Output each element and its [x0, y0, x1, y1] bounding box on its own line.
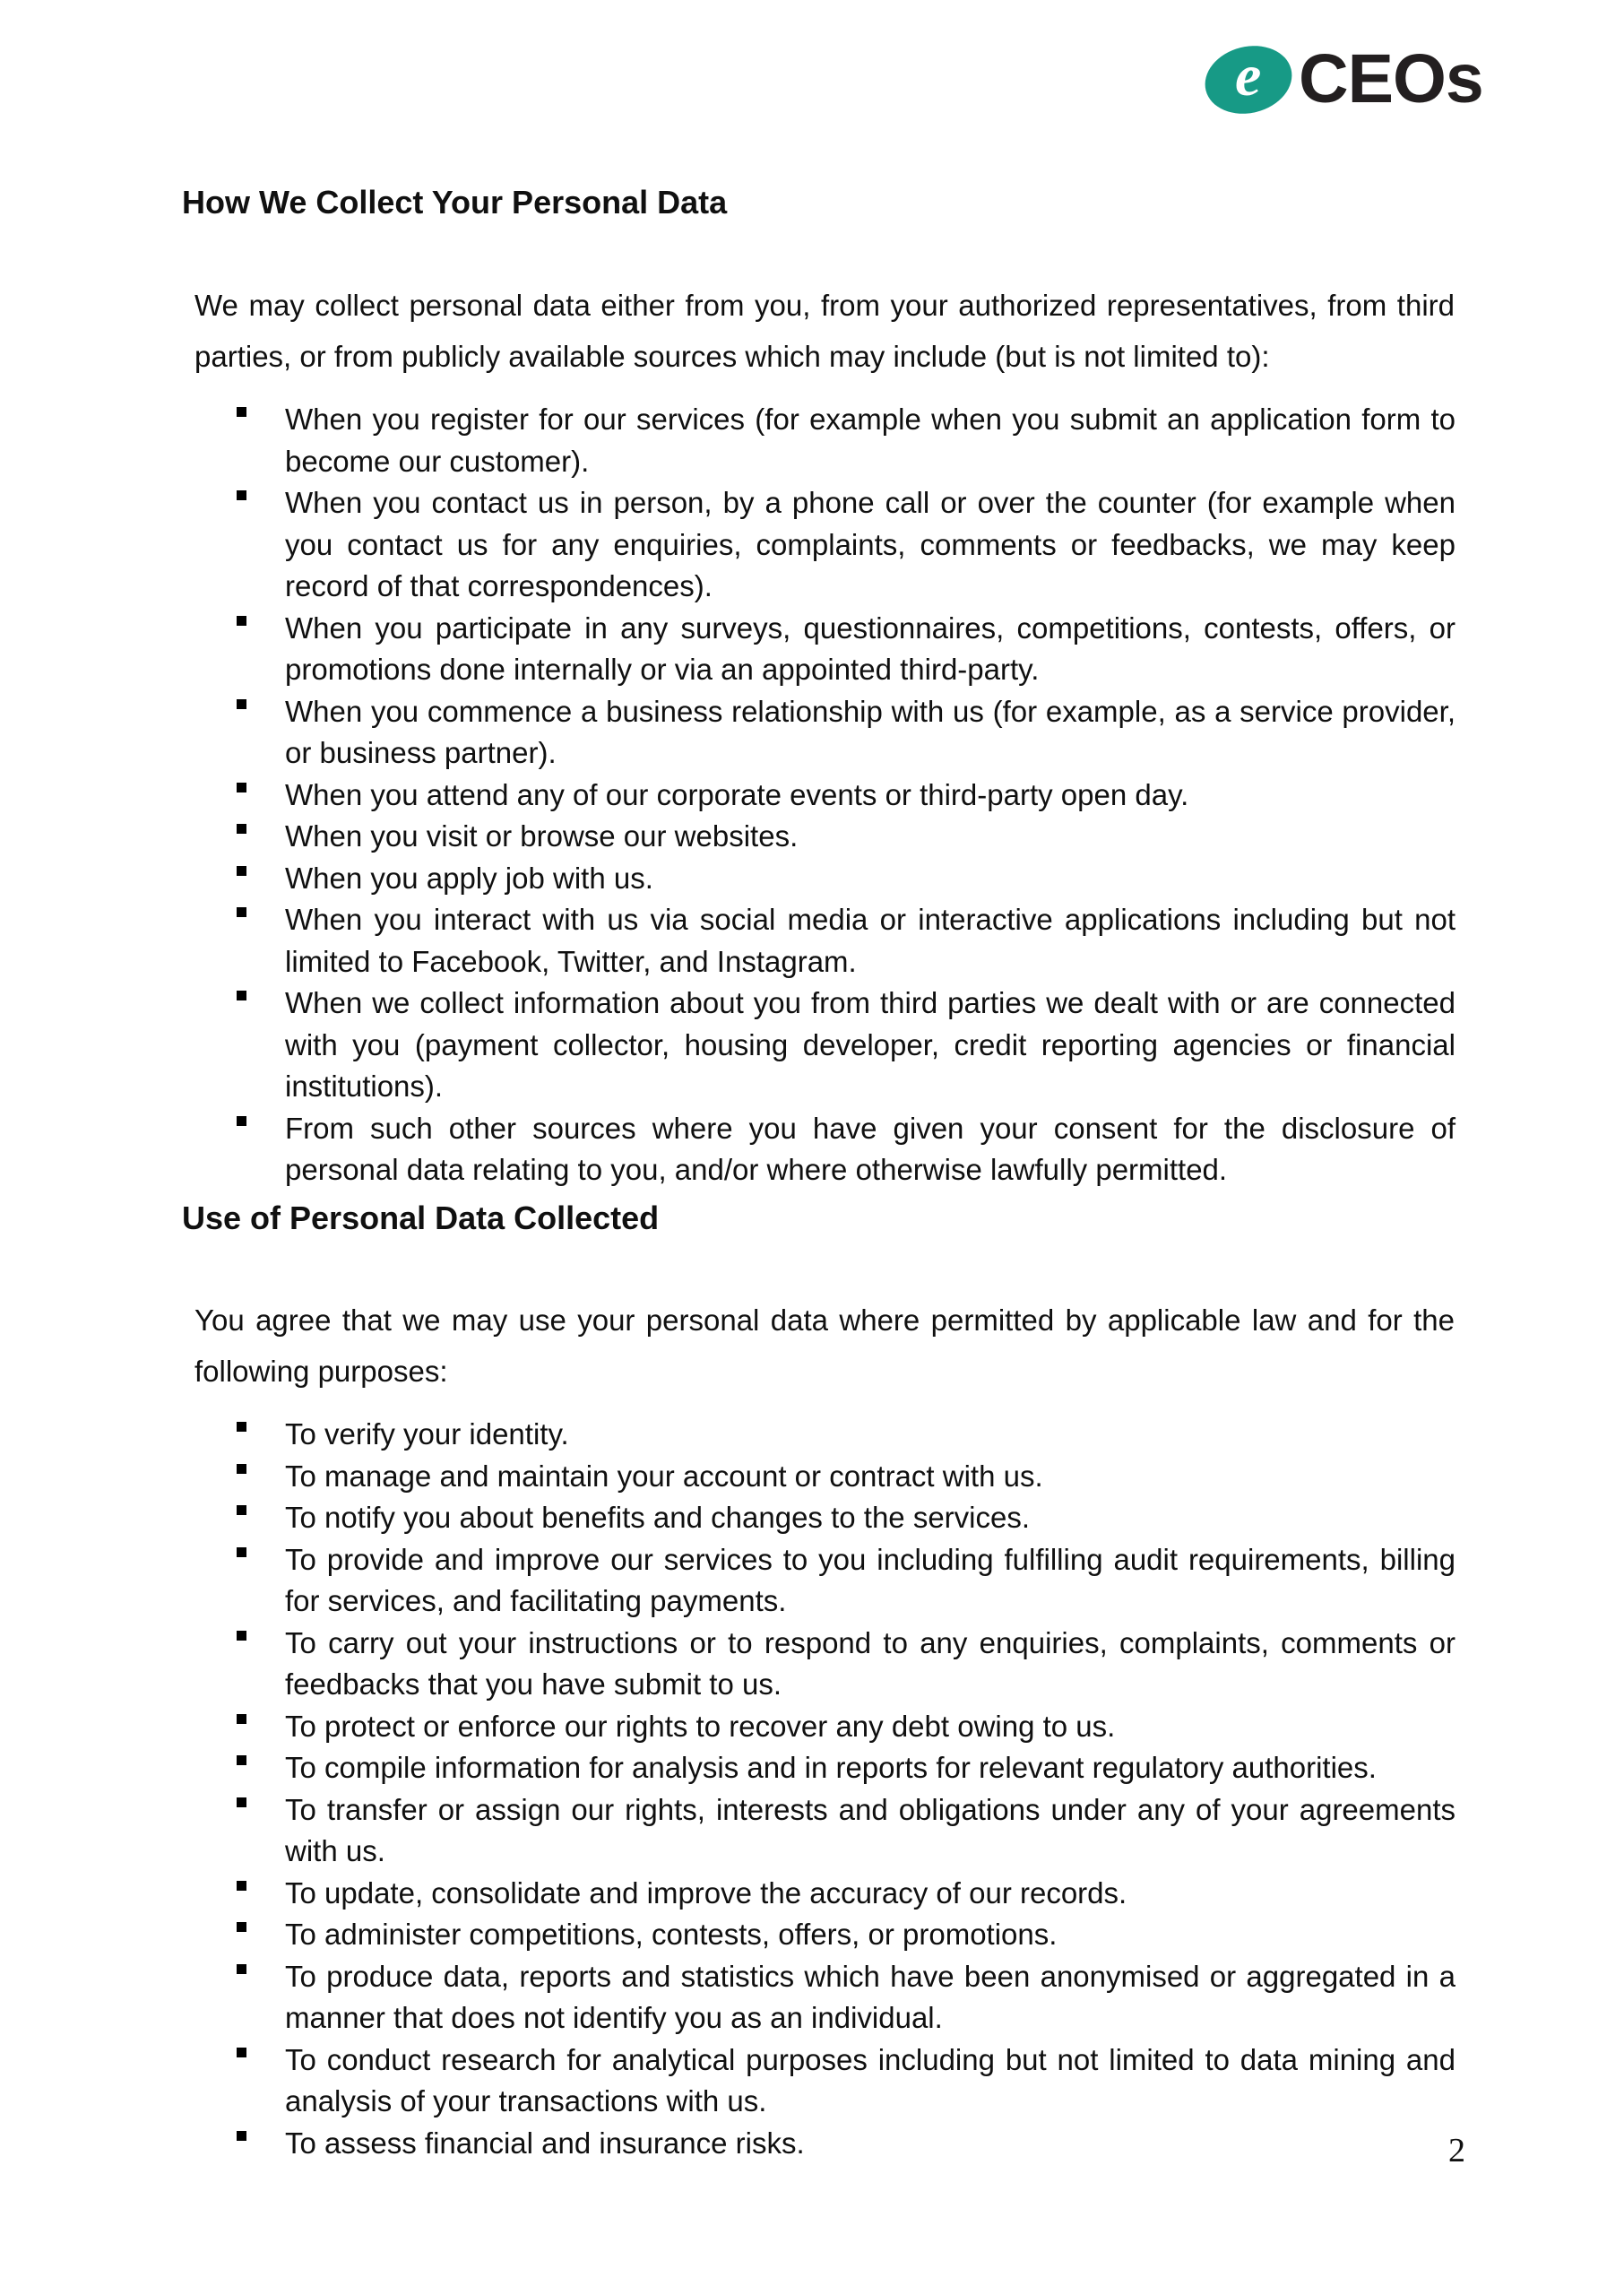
- collect-bullet-list: [235, 399, 1456, 1191]
- heading-how-we-collect: How We Collect Your Personal Data: [182, 184, 728, 221]
- list-item: [235, 1539, 1456, 1623]
- list-item-text: When you register for our services (for example when you submit an application form to become our customer).: [285, 403, 1456, 478]
- list-item-text: To update, consolidate and improve the accuracy of our records.: [285, 1875, 1127, 1910]
- list-item: [235, 482, 1456, 608]
- square-bullet-icon: [235, 482, 285, 608]
- list-item-text: When you contact us in person, by a phone call or over the counter (for example when you contact us for any enquiries, complaints, comments or feedbacks, we may keep record of that correspondences).: [285, 486, 1456, 602]
- logo-oval-icon: [1198, 37, 1300, 123]
- square-bullet-icon: [235, 1623, 285, 1706]
- list-item-text: When you interact with us via social media or interactive applications including but not limited to Facebook, Twitter, and Instagram.: [285, 903, 1456, 978]
- list-item: [235, 691, 1456, 775]
- square-bullet-icon: [235, 399, 285, 482]
- list-item: [235, 2040, 1456, 2123]
- list-item-text: When you attend any of our corporate events or third-party open day.: [285, 777, 1189, 811]
- eceos-logo: [1205, 40, 1483, 117]
- list-item: [235, 858, 1456, 900]
- list-item-text: To produce data, reports and statistics which have been anonymised or aggregated in a manner that does not identify you as an individual.: [285, 1959, 1456, 2034]
- list-item: [235, 608, 1456, 691]
- list-item-text: To conduct research for analytical purposes including but not limited to data mining and analysis of your transactions with us.: [285, 2042, 1456, 2117]
- list-item: [235, 983, 1456, 1108]
- square-bullet-icon: [235, 1914, 285, 1956]
- logo-wordmark: CEOs: [1299, 40, 1483, 117]
- square-bullet-icon: [235, 899, 285, 983]
- square-bullet-icon: [235, 816, 285, 858]
- list-item: [235, 1623, 1456, 1706]
- list-item: [235, 1956, 1456, 2040]
- logo-e-glyph: e: [1235, 42, 1262, 108]
- list-item-text: To notify you about benefits and changes to the services.: [285, 1501, 1031, 1534]
- list-item: [235, 1108, 1456, 1191]
- square-bullet-icon: [235, 1873, 285, 1915]
- square-bullet-icon: [235, 1456, 285, 1498]
- intro-paragraph-use: You agree that we may use your personal data where permitted by applicable law and for the following purposes:: [194, 1303, 1455, 1388]
- list-item-text: To compile information for analysis and in reports for relevant regulatory authorities.: [285, 1751, 1377, 1784]
- square-bullet-icon: [235, 1789, 285, 1873]
- list-item: [235, 1747, 1456, 1789]
- list-item: [235, 816, 1456, 858]
- square-bullet-icon: [235, 608, 285, 691]
- square-bullet-icon: [235, 983, 285, 1108]
- list-item-text: To provide and improve our services to you including fulfilling audit requirements, billing for services, and facilitating payments.: [285, 1542, 1456, 1617]
- list-item: [235, 775, 1456, 817]
- heading-use-of-data: Use of Personal Data Collected: [182, 1199, 660, 1236]
- square-bullet-icon: [235, 1108, 285, 1191]
- list-item: [235, 1789, 1456, 1873]
- square-bullet-icon: [235, 2123, 285, 2165]
- page-number: 2: [1448, 2132, 1465, 2169]
- list-item-text: When you participate in any surveys, questionnaires, competitions, contests, offers, or promotions done internally or via an appointed third-party.: [285, 611, 1456, 686]
- list-item-text: When you visit or browse our websites.: [285, 819, 799, 853]
- list-item-text: When you apply job with us.: [285, 861, 653, 895]
- square-bullet-icon: [235, 1414, 285, 1456]
- list-item-text: When you commence a business relationship with us (for example, as a service provider, or business partner).: [285, 694, 1456, 769]
- list-item: [235, 1873, 1456, 1915]
- square-bullet-icon: [235, 858, 285, 900]
- list-item-text: To administer competitions, contests, offers, or promotions.: [285, 1918, 1058, 1951]
- list-item-text: From such other sources where you have given your consent for the disclosure of personal data relating to you, and/or where otherwise lawfully permitted.: [285, 1111, 1456, 1186]
- list-item: [235, 1497, 1456, 1539]
- square-bullet-icon: [235, 775, 285, 817]
- use-bullet-list: [235, 1414, 1456, 2164]
- list-item: [235, 1914, 1456, 1956]
- intro-paragraph-collect: We may collect personal data either from you, from your authorized representatives, from third parties, or from publicly available sources which may include (but is not limited to):: [194, 289, 1455, 373]
- list-item-text: To transfer or assign our rights, interests and obligations under any of your agreements with us.: [285, 1792, 1456, 1867]
- list-item-text: To verify your identity.: [285, 1417, 569, 1451]
- list-item-text: To manage and maintain your account or contract with us.: [285, 1459, 1043, 1493]
- list-item-text: To carry out your instructions or to respond to any enquiries, complaints, comments or feedbacks that you have submit to us.: [285, 1625, 1456, 1701]
- list-item: [235, 399, 1456, 482]
- square-bullet-icon: [235, 1706, 285, 1748]
- list-item: [235, 1414, 1456, 1456]
- list-item-text: To assess financial and insurance risks.: [285, 2126, 805, 2160]
- list-item-text: When we collect information about you from third parties we dealt with or are connected with you (payment collector, housing developer, credit reporting agencies or financial institutions).: [285, 986, 1456, 1103]
- list-item: [235, 1706, 1456, 1748]
- square-bullet-icon: [235, 2040, 285, 2123]
- square-bullet-icon: [235, 1497, 285, 1539]
- square-bullet-icon: [235, 1539, 285, 1623]
- list-item: [235, 1456, 1456, 1498]
- list-item-text: To protect or enforce our rights to recover any debt owing to us.: [285, 1709, 1116, 1743]
- list-item: [235, 2123, 1456, 2165]
- list-item: [235, 899, 1456, 983]
- square-bullet-icon: [235, 1956, 285, 2040]
- square-bullet-icon: [235, 691, 285, 775]
- square-bullet-icon: [235, 1747, 285, 1789]
